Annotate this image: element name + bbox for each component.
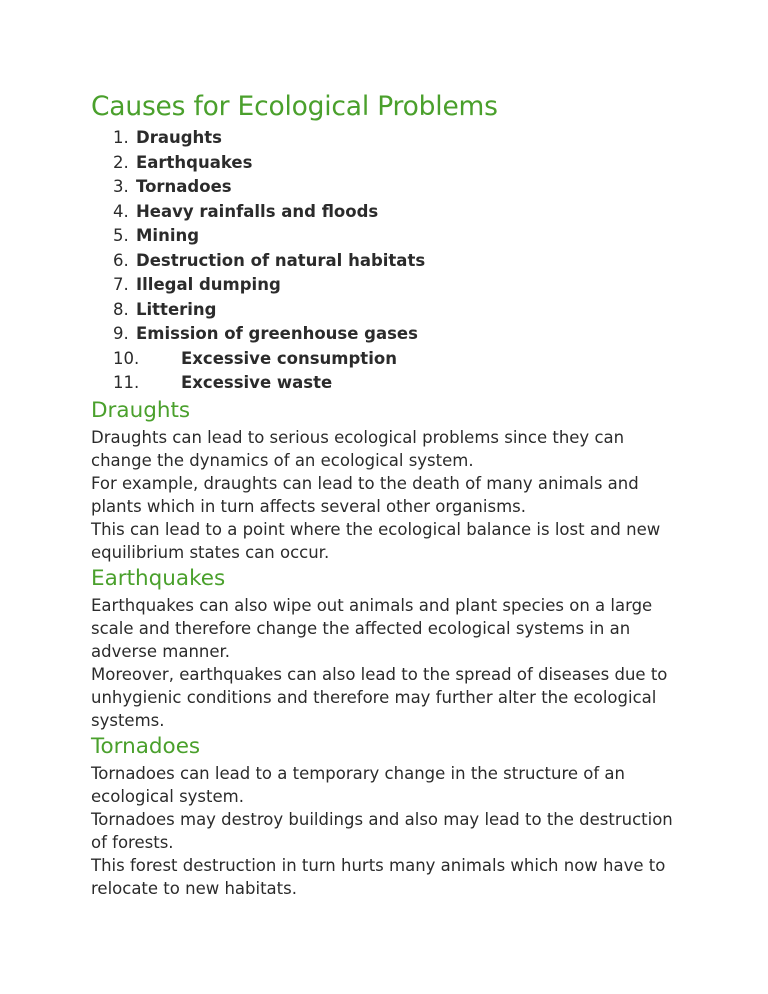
paragraph: Tornadoes can lead to a temporary change in the structure of an ecological system.: [91, 763, 625, 806]
section-heading: Earthquakes: [91, 565, 226, 591]
list-number: 4.: [113, 201, 129, 221]
causes-list: [91, 126, 681, 396]
list-number: 7.: [113, 275, 129, 294]
list-number: 2.: [113, 152, 129, 172]
section-heading: Tornadoes: [91, 733, 201, 759]
list-label: Illegal dumping: [136, 275, 281, 294]
page-title: Causes for Ecological Problems: [91, 91, 498, 122]
list-item: [91, 298, 681, 323]
list-item: [91, 126, 681, 151]
list-label: Heavy rainfalls and floods: [136, 201, 379, 221]
document-page: [91, 88, 681, 900]
list-number: 3.: [113, 177, 129, 196]
paragraph: This can lead to a point where the ecological balance is lost and new equilibrium states can occur.: [91, 519, 661, 562]
section-draughts: [91, 396, 681, 564]
list-item: [91, 224, 681, 249]
list-item: [91, 371, 681, 396]
list-label: Earthquakes: [136, 152, 253, 172]
paragraph: This forest destruction in turn hurts many animals which now have to relocate to new habitats.: [91, 855, 666, 898]
list-label: Draughts: [136, 128, 222, 147]
list-label: Emission of greenhouse gases: [136, 324, 418, 343]
list-number: 6.: [113, 250, 129, 270]
list-number: 5.: [113, 226, 129, 245]
list-label: Excessive consumption: [181, 348, 397, 368]
list-number: 8.: [113, 299, 129, 319]
list-label: Destruction of natural habitats: [136, 250, 426, 270]
list-item: [91, 175, 681, 200]
section-earthquakes: [91, 564, 681, 732]
list-label: Tornadoes: [136, 177, 232, 196]
list-label: Mining: [136, 226, 200, 245]
list-item: [91, 249, 681, 274]
paragraph: Earthquakes can also wipe out animals and plant species on a large scale and therefore change the affected ecological systems in an adverse manner.: [91, 595, 653, 661]
list-label: Littering: [136, 299, 217, 319]
list-number: 1.: [113, 128, 129, 147]
paragraph: For example, draughts can lead to the death of many animals and plants which in turn affects several other organisms.: [91, 473, 639, 516]
list-number: 9.: [113, 324, 129, 343]
paragraph: Tornadoes may destroy buildings and also may lead to the destruction of forests.: [91, 809, 673, 852]
list-number: 10.: [113, 348, 140, 368]
list-label: Excessive waste: [181, 373, 333, 392]
paragraph: Draughts can lead to serious ecological problems since they can change the dynamics of an ecological system.: [91, 427, 625, 470]
list-item: [91, 200, 681, 225]
list-item: [91, 151, 681, 176]
section-heading: Draughts: [91, 397, 191, 423]
list-item: [91, 273, 681, 298]
paragraph: Moreover, earthquakes can also lead to the spread of diseases due to unhygienic conditions and therefore may further alter the ecological systems.: [91, 664, 668, 730]
list-number: 11.: [113, 373, 140, 392]
list-item: [91, 322, 681, 347]
section-tornadoes: [91, 732, 681, 900]
list-item: [91, 347, 681, 372]
